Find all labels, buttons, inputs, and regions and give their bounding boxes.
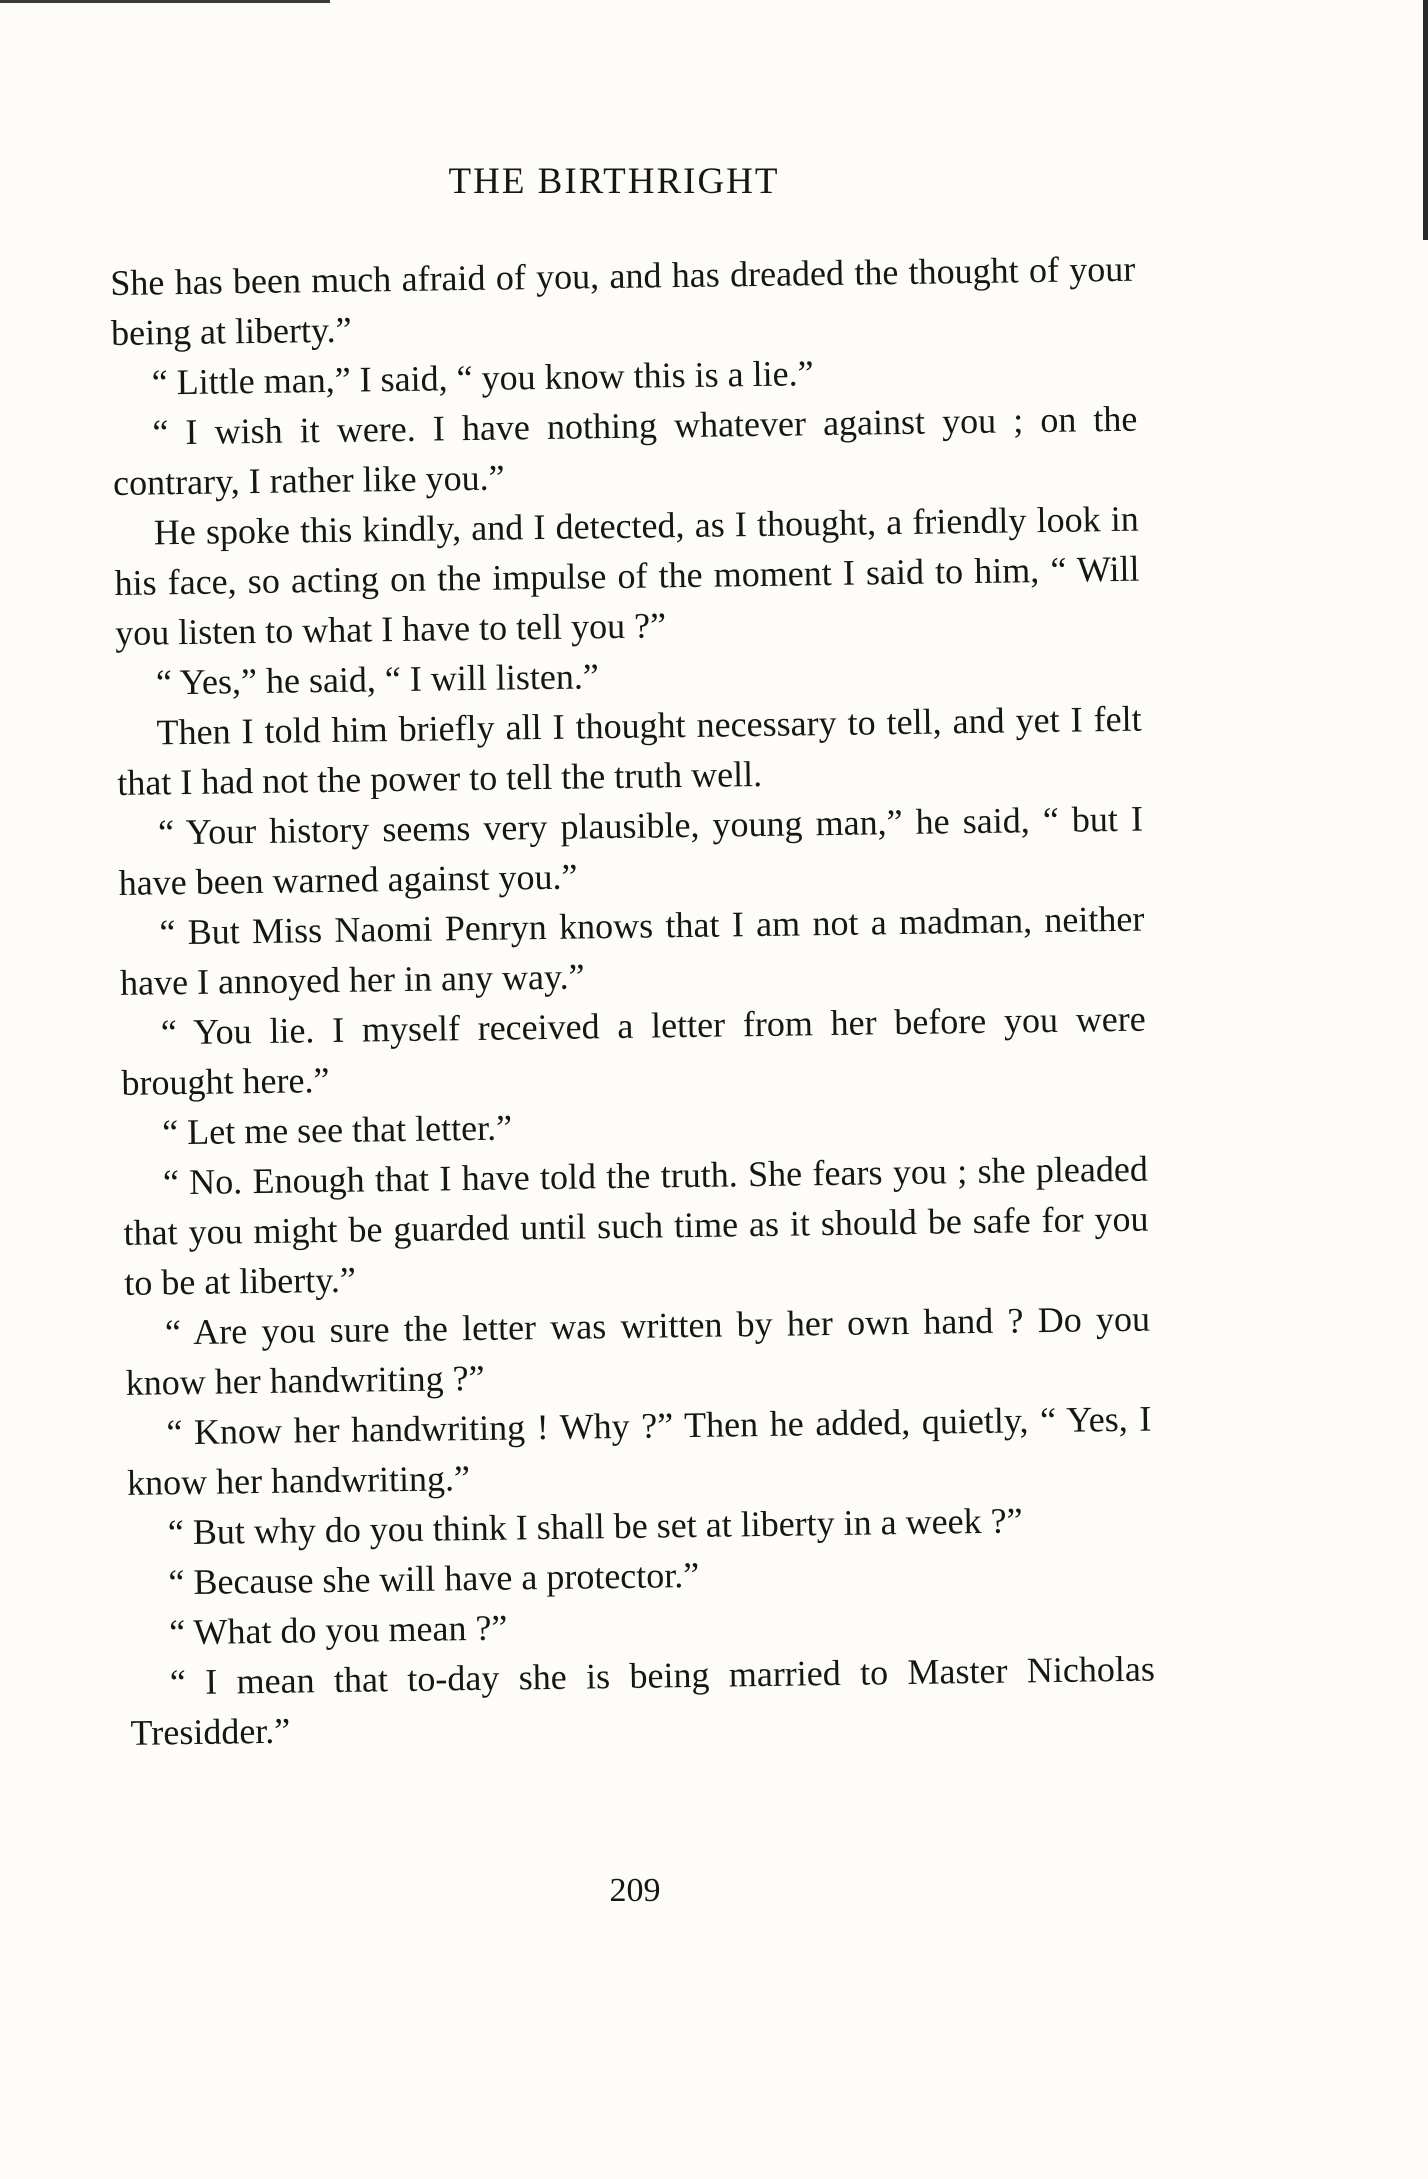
paragraph-3: “ I wish it were. I have nothing whatever against you ; on the contrary, I rather like you.” (112, 398, 1138, 503)
paragraph-13: “ Know her handwriting ! Why ?” Then he added, quietly, “ Yes, I know her handwriting.” (126, 1398, 1152, 1503)
paragraph-4: He spoke this kindly, and I detected, as I thought, a friendly look in his face, so acting on the impulse of the moment I said to him, “ Will you listen to what I have to tell you ?” (114, 498, 1140, 653)
paragraph-16: “ What do you mean ?” (168, 1607, 508, 1653)
paragraph-2: “ Little man,” I said, “ you know this is a lie.” (151, 353, 814, 403)
paragraph-9: “ You lie. I myself received a letter from her before you were brought here.” (121, 998, 1147, 1103)
paragraph-12: “ Are you sure the letter was written by her own hand ? Do you know her handwriting ?” (125, 1298, 1151, 1403)
paragraph-1: She has been much afraid of you, and has dreaded the thought of your being at liberty.” (110, 248, 1136, 353)
page-edge-right (1423, 0, 1428, 240)
paragraph-8: “ But Miss Naomi Penryn knows that I am not a madman, neither have I annoyed her in any way.” (119, 898, 1145, 1003)
paragraph-7: “ Your history seems very plausible, young man,” he said, “ but I have been warned against you.” (118, 798, 1144, 903)
body-text (110, 244, 1156, 1758)
page-edge-top (0, 0, 330, 3)
paragraph-5: “ Yes,” he said, “ I will listen.” (155, 656, 600, 703)
paragraph-17: “ I mean that to-day she is being married to Master Nicholas Tresidder.” (130, 1648, 1156, 1753)
page-number: 209 (609, 1872, 661, 1909)
paragraph-10: “ Let me see that letter.” (161, 1107, 513, 1153)
paragraph-15: “ Because she will have a protector.” (168, 1554, 700, 1603)
paragraph-14: “ But why do you think I shall be set at liberty in a week ?” (167, 1500, 1023, 1553)
paragraph-6: Then I told him briefly all I thought necessary to tell, and yet I felt that I had not the power to tell the truth well. (117, 698, 1142, 803)
paragraph-11: “ No. Enough that I have told the truth. She fears you ; she pleaded that you might be guarded until such time as it should be safe for you to be at liberty.” (123, 1148, 1149, 1303)
running-header: THE BIRTHRIGHT (448, 161, 780, 202)
